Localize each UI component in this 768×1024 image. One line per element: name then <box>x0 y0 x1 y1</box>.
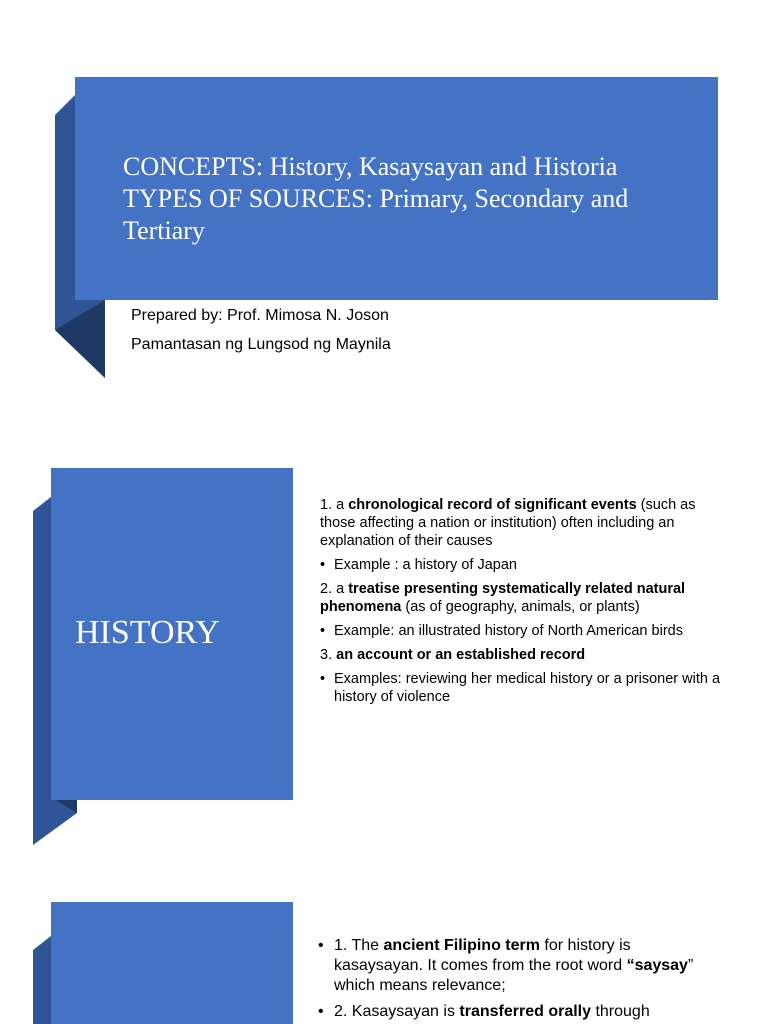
kasaysayan-point-2: • 2. Kasaysayan is transferred orally through <box>318 1003 650 1020</box>
slide-title-text <box>123 151 703 247</box>
kasaysayan-point-1: • 1. The ancient Filipino term for history is kasaysayan. It comes from the root word “saysay” which means relevance; <box>318 937 694 994</box>
title-line-3: Tertiary <box>123 216 205 245</box>
history-title-box <box>51 468 293 800</box>
prepared-by: Prepared by: Prof. Mimosa N. Joson <box>131 307 389 324</box>
definition-3: 3. an account or an established record <box>320 647 586 663</box>
definition-2-example: • Example: an illustrated history of North American birds <box>320 623 683 639</box>
kasaysayan-title-box <box>51 902 293 1024</box>
kasaysayan-points <box>318 936 708 1024</box>
definition-3-example: • Examples: reviewing her medical history or a prisoner with a history of violence <box>320 671 721 705</box>
institution: Pamantasan ng Lungsod ng Maynila <box>131 336 391 353</box>
title-line-2: TYPES OF SOURCES: Primary, Secondary and <box>123 184 629 213</box>
definition-1: 1. a chronological record of significant events (such as those affecting a nation or institution) often including an explanation of their causes <box>320 497 696 549</box>
slide-history <box>0 440 768 880</box>
title-box <box>75 77 718 300</box>
definition-1-example: • Example : a history of Japan <box>320 557 517 573</box>
history-definitions <box>320 496 730 712</box>
slide-title <box>0 0 768 440</box>
definition-2: 2. a treatise presenting systematically related natural phenomena (as of geography, animals, or plants) <box>320 581 686 615</box>
history-title: HISTORY <box>75 614 220 651</box>
title-line-1: CONCEPTS: History, Kasaysayan and Historia <box>123 152 618 181</box>
slide-kasaysayan <box>0 880 768 1024</box>
